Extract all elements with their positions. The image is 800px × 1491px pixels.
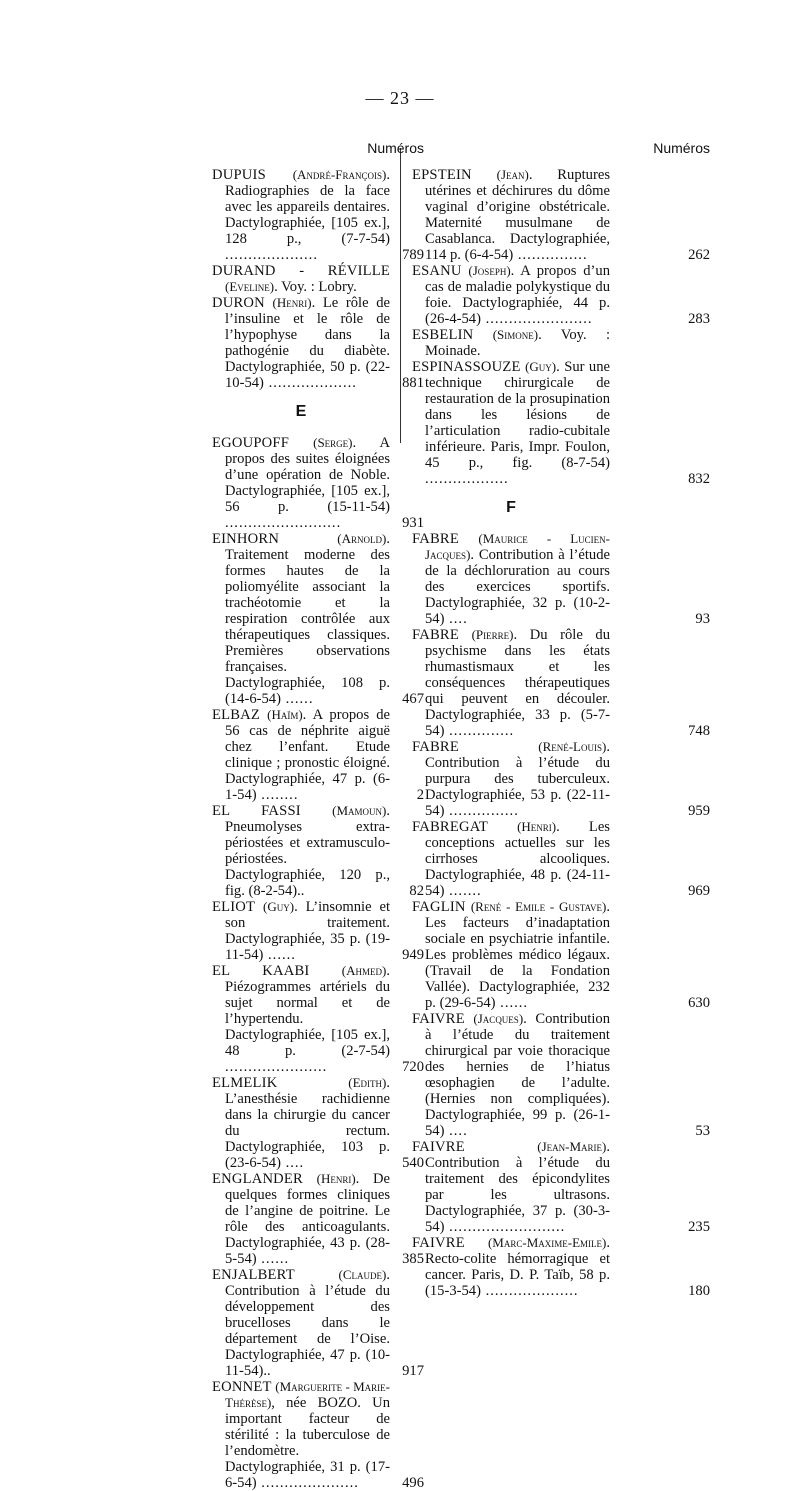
index-entry: [402, 1139, 710, 1235]
entry-given-name: (Jean-Marie): [537, 1139, 607, 1154]
entry-leader-dots: ......: [280, 691, 314, 707]
index-entry: [212, 531, 424, 707]
entry-leader-dots: .........................: [225, 515, 342, 531]
index-entry: [212, 435, 424, 531]
index-entry: [409, 819, 710, 899]
index-entry: [212, 963, 424, 1075]
entry-description: . Contribution à l’étude du purpura des tuberculeux. Dactylographiée, 53 p. (22-11-54): [425, 739, 610, 819]
entry-description: . Contribution à l’étude du traitement des épicondylites par les ultrasons. Dactylographiée, 37 p. (30-3-54): [425, 1139, 610, 1235]
entry-description: , née BOZO. Un important facteur de stérilité : la tuberculose de l’endomètre. Dactylographiée, 31 p. (17-6-54): [225, 1395, 390, 1491]
entry-description: . Contribution à l’étude de la déchloruration au cours des exercices sportifs. Dactylographiée, 32 p. (10-2-54): [425, 547, 610, 627]
entry-surname: EPSTEIN: [412, 167, 472, 183]
entry-surname: FABRE: [412, 739, 459, 755]
right-column: [402, 140, 710, 1299]
column-divider: [400, 148, 401, 443]
left-numeros-header: Numéros: [367, 140, 424, 156]
entry-surname: EL FASSI: [212, 803, 301, 819]
entry-number: 467: [402, 691, 424, 707]
entry-spacer: [309, 963, 341, 979]
entry-given-name: (Arnold): [337, 531, 387, 546]
entry-surname: FAIVRE: [412, 1139, 465, 1155]
entry-number: 93: [695, 611, 710, 627]
entry-number: 385: [402, 1251, 424, 1267]
entry-description: . Sur une technique chirurgicale de restauration de la prosupination dans les lésions de l’articulation radio-cubitale inférieure. Paris, Impr. Foulon, 45 p., fig. (8-7-54): [425, 359, 610, 471]
entry-spacer: [255, 899, 263, 915]
index-entry: [412, 327, 610, 359]
entry-description: . Du rôle du psychisme dans les états rhumastismaux et les conséquences thérapeutiques qui peuvent en découler. Dactylographiée, 33 p. (5-7-54): [425, 627, 610, 739]
entry-spacer: [465, 1139, 537, 1155]
entry-description: . Les conceptions actuelles sur les cirrhoses alcooliques. Dactylographiée, 48 p. (24-11-54): [425, 819, 610, 899]
entry-number: 931: [402, 515, 424, 531]
index-entry: [402, 359, 710, 487]
entry-number: 832: [688, 471, 710, 487]
entry-given-name: (Henri): [316, 1171, 356, 1186]
entry-description: . Piézogrammes artériels du sujet normal et de l’hypertendu. Dactylographiée, [105 ex.], 48 p. (2-7-54): [225, 963, 390, 1059]
entry-description: . Contribution à l’étude du traitement chirurgical par voie thoracique des hernies de l’hiatus œsophagien de l’adulte. (Hernies non compliquées). Dactylographiée, 99 p. (26-1-54): [425, 1011, 610, 1139]
entry-surname: EONNET: [212, 1379, 272, 1395]
entry-given-name: (Marguerite - Marie-Thérèse): [225, 1379, 390, 1410]
entry-surname: FAGLIN: [412, 899, 466, 915]
entry-surname: ELBAZ: [212, 707, 261, 723]
entry-number: 540: [402, 1155, 424, 1171]
entry-leader-dots: ....: [444, 611, 468, 627]
entry-given-name: (Guy): [263, 899, 295, 914]
entry-leader-dots: ..................: [425, 471, 509, 487]
entry-spacer: [279, 531, 337, 547]
index-entry: [212, 899, 424, 963]
entry-number: 789: [402, 247, 424, 263]
entry-leader-dots: ........: [256, 787, 299, 803]
right-entries-f: [402, 531, 710, 1299]
index-entry: [402, 899, 710, 1011]
index-entry: [212, 803, 424, 899]
entry-leader-dots: ......................: [225, 1059, 328, 1075]
entry-surname: EGOUPOFF: [212, 435, 290, 451]
entry-given-name: (Haïm): [267, 707, 303, 722]
entry-surname: EL KAABI: [212, 963, 310, 979]
index-entry: ELBAZ (Haïm). A propos de 56 cas de néphrite aiguë chez l’enfant. Etude clinique ; pronostic éloigné. Dactylographiée, 47 p. (6-1-54) ........ 2: [212, 707, 424, 803]
entry-leader-dots: ......: [263, 947, 296, 963]
entry-leader-dots: ....................: [480, 1283, 579, 1299]
entry-given-name: (Pierre): [471, 627, 514, 642]
entry-description: . De quelques formes cliniques de l’angine de poitrine. Le rôle des anticoagulants. Dactylographiée, 43 p. (28-5-54): [225, 1171, 390, 1267]
entry-description: . Radiographies de la face avec les appareils dentaires. Dactylographiée, [105 ex.], 128 p., (7-7-54): [225, 167, 390, 247]
entry-description: . Recto-colite hémorragique et cancer. Paris, D. P. Taïb, 58 p. (15-3-54): [425, 1235, 610, 1299]
entry-spacer: [459, 627, 472, 643]
entry-description: . Ruptures utérines et déchirures du dôme vaginal d’origine obstétricale. Maternité musulmane de Casablanca. Dactylographiée, 114 p. (6-4-54): [425, 167, 610, 263]
entry-leader-dots: .......: [444, 883, 482, 899]
entry-number: 262: [688, 247, 710, 263]
letter-heading-f: F: [506, 499, 516, 516]
entry-number: 53: [695, 1123, 710, 1139]
entry-surname: FAIVRE: [412, 1235, 465, 1251]
index-entry: [402, 1011, 710, 1139]
index-entry: [402, 627, 710, 739]
entry-spacer: [277, 1075, 348, 1091]
entry-number: 180: [688, 1283, 710, 1299]
index-entry: [212, 1171, 424, 1267]
entry-spacer: [303, 1171, 317, 1187]
entry-surname: FABREGAT: [412, 819, 488, 835]
entry-description: . Traitement moderne des formes hautes de la poliomyélite associant la trachéotomie et la respiration contrôlée aux thérapeutiques classiques. Premières observations françaises. Dactylographiée, 108 p. (14-6-54): [225, 531, 390, 707]
entry-number: 748: [688, 723, 710, 739]
entry-description: . L’insomnie et son traitement. Dactylographiée, 35 p. (19-11-54): [225, 899, 390, 963]
entry-given-name: (René-Louis): [538, 739, 607, 754]
index-entry: [412, 263, 710, 327]
entry-surname: ESBELIN: [412, 327, 474, 343]
entry-leader-dots: .....................: [256, 1475, 359, 1491]
index-entry: [412, 531, 710, 627]
entry-description: . A propos de 56 cas de néphrite aiguë chez l’enfant. Etude clinique ; pronostic éloigné. Dactylographiée, 47 p. (6-1-54): [225, 707, 390, 803]
index-entry: [212, 1075, 424, 1171]
entry-number: 959: [688, 803, 710, 819]
entry-surname: DURAND - RÉVILLE: [212, 263, 390, 279]
entry-number: 496: [402, 1475, 424, 1491]
right-numeros-header: Numéros: [653, 140, 710, 156]
entry-description: . Contribution à l’étude du développement des brucelloses dans le département de l’Oise. Dactylographiée, 47 p. (10-11-54)..: [225, 1267, 390, 1379]
entry-given-name: (Mamoun): [332, 803, 387, 818]
entry-description: . A propos d’un cas de maladie polykystique du foie. Dactylographiée, 44 p. (26-4-54): [425, 263, 610, 327]
entry-spacer: [473, 327, 492, 343]
entry-given-name: (Ahmed): [341, 963, 387, 978]
entry-given-name: (Jacques): [473, 1011, 524, 1026]
entry-given-name: (Simone): [492, 327, 539, 342]
entry-leader-dots: ..............: [444, 723, 515, 739]
entry-spacer: [459, 739, 538, 755]
entry-spacer: [265, 295, 273, 311]
entry-given-name: (Edith): [348, 1075, 387, 1090]
entry-number: 235: [688, 1219, 710, 1235]
entry-surname: ENGLANDER: [212, 1171, 303, 1187]
entry-spacer: [465, 1235, 488, 1251]
entry-given-name: (Serge): [313, 435, 353, 450]
entry-surname: ENJALBERT: [212, 1267, 295, 1283]
index-entry: [212, 1379, 424, 1491]
letter-heading-e: E: [295, 403, 307, 420]
entry-given-name: (Guy): [525, 359, 557, 374]
entry-surname: FABRE: [412, 627, 459, 643]
entry-spacer: [301, 803, 332, 819]
entry-description: . L’anesthésie rachidienne dans la chirurgie du cancer du rectum. Dactylographiée, 103 p. (23-6-54): [225, 1075, 390, 1171]
entry-number: 283: [688, 311, 710, 327]
index-entry: [402, 1235, 710, 1299]
entry-given-name: (Joseph): [468, 263, 511, 278]
entry-given-name: (René - Emile - Gustave): [470, 899, 607, 914]
entry-number: 969: [688, 883, 710, 899]
page-number: — 23 —: [365, 88, 435, 108]
entry-leader-dots: .........................: [444, 1219, 566, 1235]
entry-surname: EINHORN: [212, 531, 280, 547]
entry-surname: ESPINASSOUZE: [412, 359, 521, 375]
entry-description: . Les facteurs d’inadaptation sociale en psychiatrie infantile. Les problèmes médico légaux. (Travail de la Fondation Vallée). Dactylographiée, 232 p. (29-6-54): [425, 899, 610, 1011]
entry-surname: ELMELIK: [212, 1075, 278, 1091]
entry-leader-dots: ....................: [225, 247, 318, 263]
right-entries-e: [402, 167, 710, 487]
entry-leader-dots: ...............: [513, 247, 588, 263]
entry-leader-dots: ...................: [263, 375, 357, 391]
entry-surname: ELIOT: [212, 899, 256, 915]
entry-given-name: (Claude): [338, 1267, 387, 1282]
index-entry: [412, 739, 710, 819]
entry-given-name: (Eveline): [225, 279, 275, 294]
index-entry: [212, 167, 424, 263]
entry-surname: FABRE: [412, 531, 459, 547]
entry-given-name: (André-François): [292, 167, 387, 182]
entry-description: . Voy. : Lobry.: [274, 279, 357, 295]
entry-spacer: [289, 435, 313, 451]
index-entry: [212, 295, 424, 391]
entry-leader-dots: ...............: [444, 803, 519, 819]
entry-leader-dots: ......: [495, 995, 529, 1011]
entry-leader-dots: ....: [444, 1123, 468, 1139]
entry-spacer: [295, 1267, 339, 1283]
entry-description: . Pneumolyses extra-périostées et extramusculo-périostées. Dactylographiée, 120 p., fig. (8-2-54)..: [225, 803, 390, 899]
index-entry: [212, 263, 390, 295]
entry-leader-dots: ......: [256, 1251, 290, 1267]
left-entries-e: [212, 435, 424, 1491]
entry-leader-dots: .......................: [480, 311, 593, 327]
entry-number: 630: [688, 995, 710, 1011]
index-entry: [402, 167, 710, 263]
left-column: [212, 140, 424, 1491]
entry-surname: DUPUIS: [212, 167, 266, 183]
entry-spacer: [472, 167, 497, 183]
entry-description: . Le rôle de l’insuline et le rôle de l’hypophyse dans la pathogénie du diabète. Dactylographiée, 50 p. (22-10-54): [225, 295, 390, 391]
entry-description: . A propos des suites éloignées d’une opération de Noble. Dactylographiée, [105 ex.], 56 p. (15-11-54): [225, 435, 390, 515]
entry-spacer: [266, 167, 293, 183]
entry-given-name: (Henri): [517, 819, 557, 834]
entry-given-name: (Jean): [496, 167, 529, 182]
entry-surname: FAIVRE: [412, 1011, 465, 1027]
entry-given-name: (Henri): [272, 295, 312, 310]
entry-spacer: [488, 819, 517, 835]
entry-leader-dots: ....: [280, 1155, 305, 1171]
entry-spacer: [459, 531, 478, 547]
index-entry: [212, 1267, 424, 1379]
entry-surname: DURON: [212, 295, 265, 311]
entry-given-name: (Marc-Maxime-Emile): [487, 1235, 607, 1250]
entry-number: 949: [402, 947, 424, 963]
entry-number: 881: [402, 375, 424, 391]
entry-number: 82: [409, 883, 424, 899]
entry-description: . Voy. : Moinade.: [425, 327, 611, 359]
left-entries-d: [212, 167, 424, 391]
entry-surname: ESANU: [412, 263, 462, 279]
entry-number: 917: [402, 1363, 424, 1379]
entry-number: 720: [402, 1059, 424, 1075]
entry-given-name: (Maurice - Lucien-Jacques): [425, 531, 610, 562]
